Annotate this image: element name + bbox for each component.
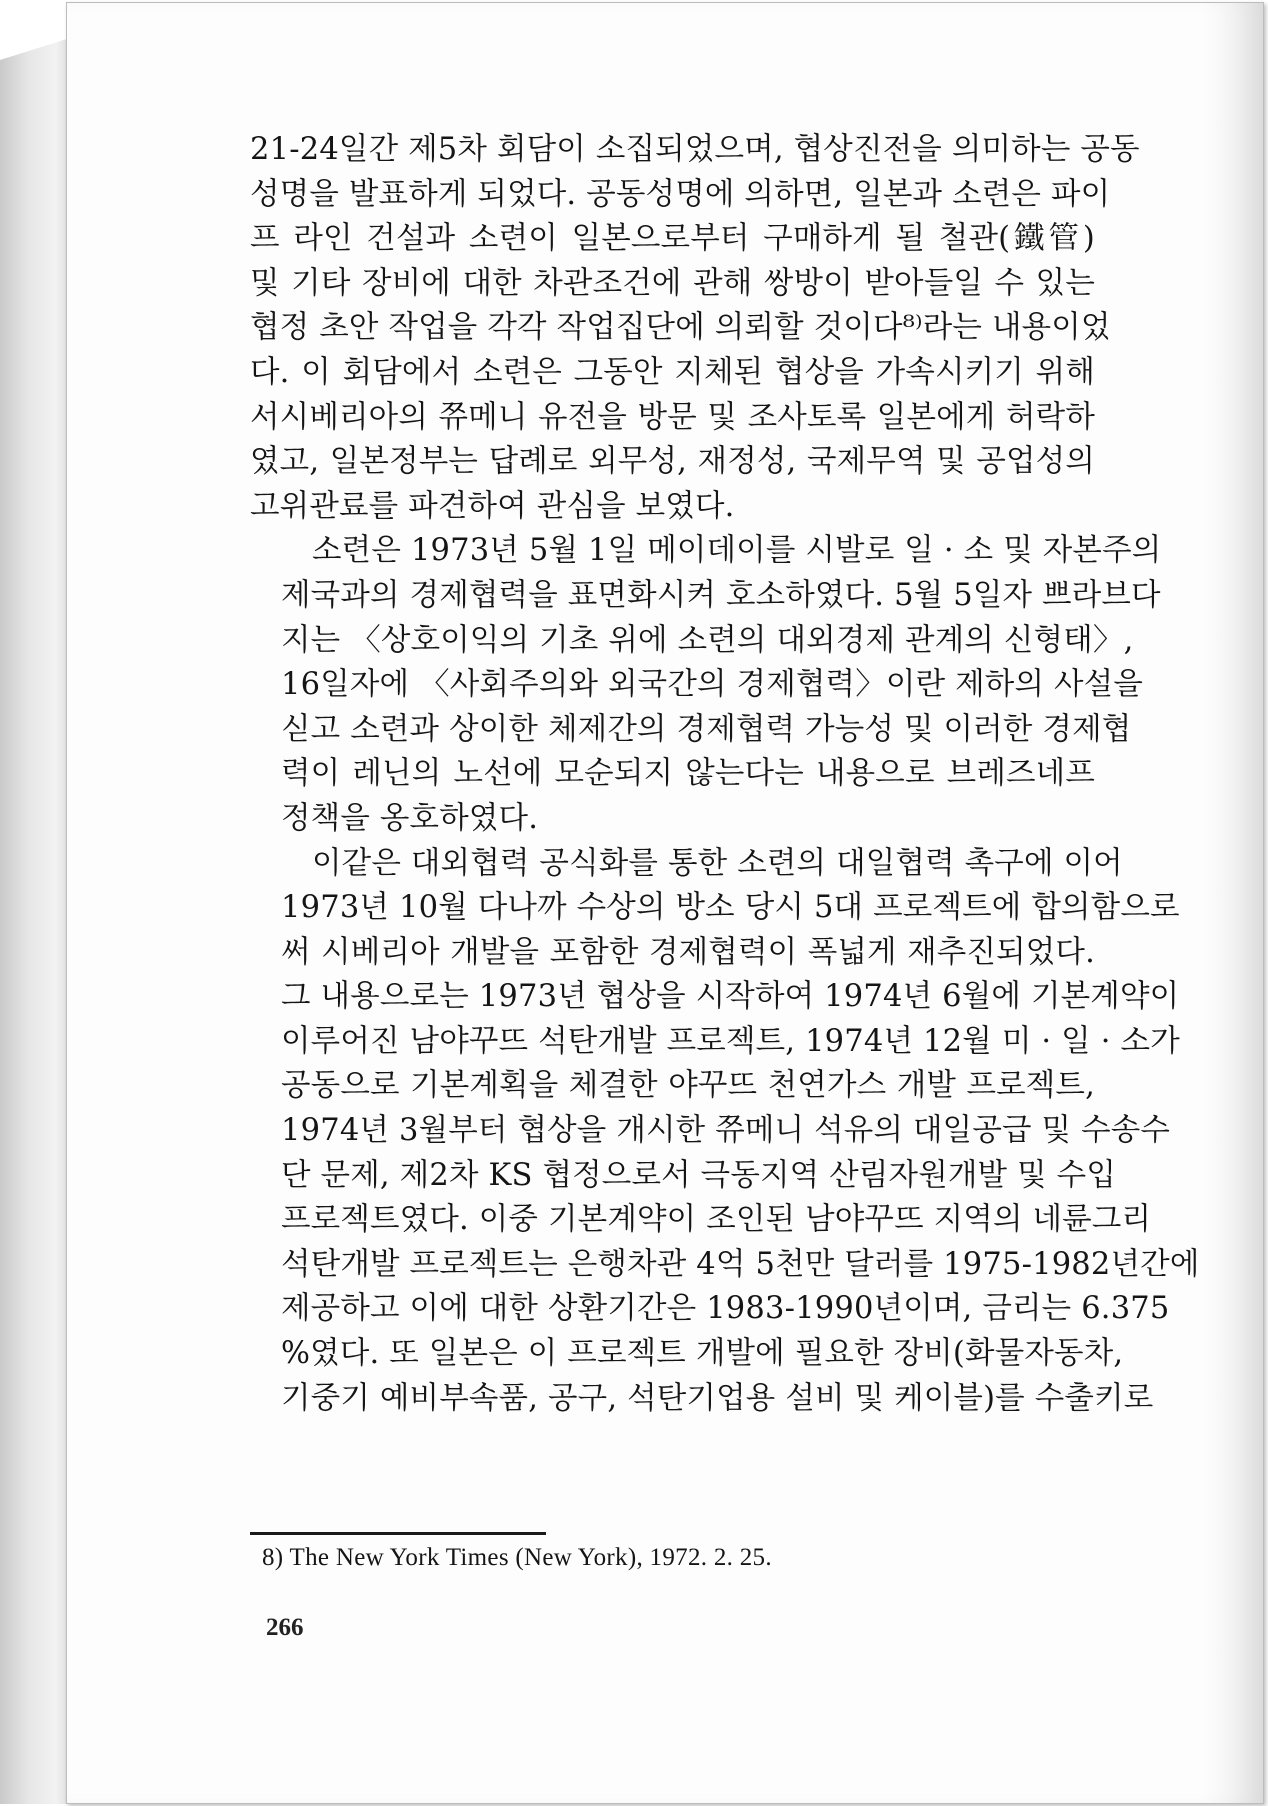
text-line: 지는 〈상호이익의 기초 위에 소련의 대외경제 관계의 신형태〉, <box>281 622 1134 658</box>
page-edge-shading <box>1203 3 1263 1803</box>
paragraph <box>250 842 1200 1422</box>
text-line: 이같은 대외협력 공식화를 통한 소련의 대일협력 촉구에 이어 <box>312 845 1123 881</box>
paragraph <box>250 128 1140 529</box>
text-line: 써 시베리아 개발을 포함한 경제협력이 폭넓게 재추진되었다. <box>281 934 1095 970</box>
text-line: 및 기타 장비에 대한 차관조건에 관해 쌍방이 받아들일 수 있는 <box>250 265 1095 301</box>
text-line: 이루어진 남야꾸뜨 석탄개발 프로젝트, 1974년 12월 미 · 일 · 소가 <box>281 1023 1180 1059</box>
text-line: 석탄개발 프로젝트는 은행차관 4억 5천만 달러를 1975-1982년간에 <box>281 1246 1200 1282</box>
text-line: 소련은 1973년 5월 1일 메이데이를 시발로 일 · 소 및 자본주의 <box>312 533 1162 569</box>
text-line: 제국과의 경제협력을 표면화시켜 호소하였다. 5월 5일자 쁘라브다 <box>281 577 1161 613</box>
text-line: 성명을 발표하게 되었다. 공동성명에 의하면, 일본과 소련은 파이 <box>250 176 1111 212</box>
text-line: 서시베리아의 쮸메니 유전을 방문 및 조사토록 일본에게 허락하 <box>250 399 1095 435</box>
paragraph <box>250 529 1162 841</box>
text-line: 제공하고 이에 대한 상환기간은 1983-1990년이며, 금리는 6.375 <box>281 1291 1170 1327</box>
text-line: 그 내용으로는 1973년 협상을 시작하여 1974년 6월에 기본계약이 <box>281 979 1180 1015</box>
text-line: 단 문제, 제2차 KS 협정으로서 극동지역 산림자원개발 및 수입 <box>281 1157 1116 1193</box>
text-line: 싣고 소련과 상이한 체제간의 경제협력 가능성 및 이러한 경제협 <box>281 711 1132 747</box>
page-number: 266 <box>266 1614 304 1641</box>
text-line: 였고, 일본정부는 답례로 외무성, 재정성, 국제무역 및 공업성의 <box>250 444 1095 480</box>
text-line: 협정 초안 작업을 각각 작업집단에 의뢰할 것이다⁸⁾라는 내용이었 <box>250 310 1111 346</box>
text-line: 21-24일간 제5차 회담이 소집되었으며, 협상진전을 의미하는 공동 <box>250 132 1140 167</box>
book-spine <box>0 38 70 1804</box>
text-line: 기중기 예비부속품, 공구, 석탄기업용 설비 및 케이블)를 수출키로 <box>281 1380 1154 1416</box>
text-line: 16일자에 〈사회주의와 외국간의 경제협력〉이란 제하의 사설을 <box>281 667 1143 703</box>
text-line: 다. 이 회담에서 소련은 그동안 지체된 협상을 가속시키기 위해 <box>250 354 1095 390</box>
footnote-divider <box>250 1532 546 1535</box>
text-line: 프로젝트였다. 이중 기본계약이 조인된 남야꾸뜨 지역의 네륜그리 <box>281 1202 1152 1238</box>
text-line: %였다. 또 일본은 이 프로젝트 개발에 필요한 장비(화물자동차, <box>281 1336 1124 1372</box>
footnote: 8) The New York Times (New York), 1972. 2. 25. <box>262 1544 772 1571</box>
text-line: 1974년 3월부터 협상을 개시한 쮸메니 석유의 대일공급 및 수송수 <box>281 1113 1171 1149</box>
text-line: 공동으로 기본계획을 체결한 야꾸뜨 천연가스 개발 프로젝트, <box>281 1068 1095 1104</box>
text-line: 정책을 옹호하였다. <box>281 800 539 836</box>
text-line: 프 라인 건설과 소련이 일본으로부터 구매하게 될 철관(鐵管) <box>250 221 1095 257</box>
text-line: 1973년 10월 다나까 수상의 방소 당시 5대 프로젝트에 합의함으로 <box>281 890 1180 926</box>
text-line: 고위관료를 파견하여 관심을 보였다. <box>250 488 735 524</box>
text-line: 력이 레닌의 노선에 모순되지 않는다는 내용으로 브레즈네프 <box>281 756 1095 792</box>
body-text <box>250 128 1200 1421</box>
